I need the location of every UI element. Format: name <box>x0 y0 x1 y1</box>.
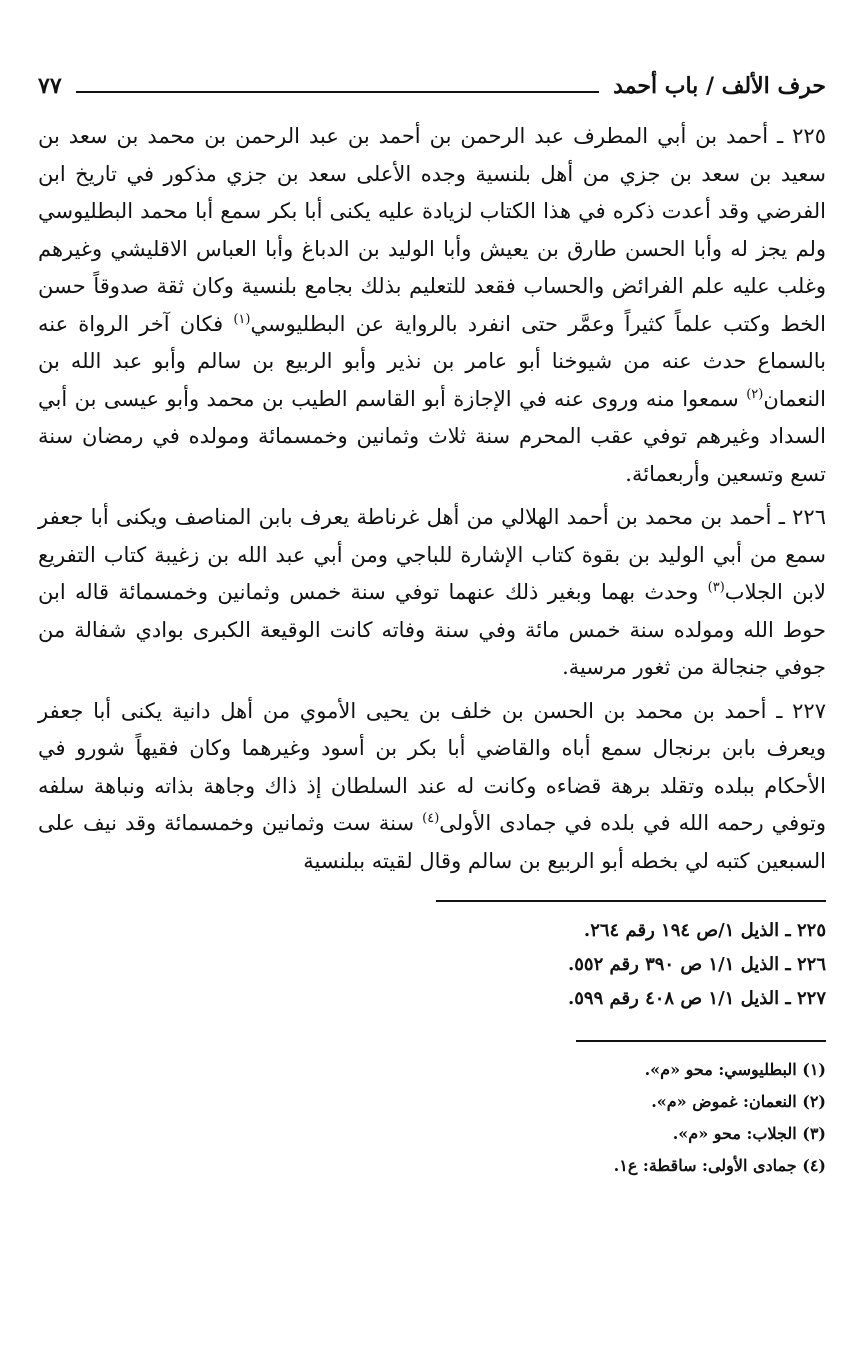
running-title: حرف الألف / باب أحمد <box>613 73 826 99</box>
footnote-ref-1: (١) <box>233 311 251 327</box>
source-item: ٢٢٧ ـ الذيل ١/١ ص ٤٠٨ رقم ٥٩٩. <box>567 988 826 1009</box>
footnotes-list <box>38 1054 826 1182</box>
entry-text: ٢٢٦ ـ أحمد بن محمد بن أحمد الهلالي من أهل غرناطة يعرف بابن المناصف ويكنى أبا جعفر سمع من أبي الوليد بن بقوة كتاب الإشارة للباجي ومن أبي عبد الله بن زغيبة كتاب التفريع لابن الجلاب <box>38 505 826 604</box>
entry-text: ٢٢٥ ـ أحمد بن أبي المطرف عبد الرحمن بن أحمد بن عبد الرحمن بن محمد بن سعد بن سعيد بن سعد بن جزي من أهل بلنسية وجده الأعلى سعد بن جزي مذكور في تاريخ ابن الفرضي وقد أعدت ذكره في هذا الكتاب لزيادة عليه يكنى أبا بكر سمع أبا محمد البطليوسي ولم يجز له وأبا الحسن طارق بن يعيش وأبا الوليد بن الدباغ وأبا العباس الاقليشي وغيرهم وغلب عليه علم الفرائض والحساب فقعد للتعليم بذلك بجامع بلنسية وكان ثقة صدوقاً حسن الخط وكتب علماً كثيراً وعمَّر حتى انفرد بالرواية عن البطليوسي <box>38 124 826 336</box>
footnote-ref-3: (٣) <box>707 580 725 595</box>
page-number: ٧٧ <box>38 73 62 99</box>
entry-text: وحدث بهما وبغير ذلك عنهما توفي سنة خمس وثمانين وخمسمائة قاله ابن حوط الله ومولده سنة خمس مائة وفي سنة وفاته كانت الوقيعة الكبرى بوادي شفالة من جوفي جنجالة من ثغور مرسية. <box>38 580 826 679</box>
source-item: ٢٢٥ ـ الذيل ١/ص ١٩٤ رقم ٢٦٤. <box>583 920 826 941</box>
footnote-item: (٤) جمادى الأولى: ساقطة: ع١. <box>613 1156 826 1175</box>
footnote-item: (٣) الجلاب: محو «م». <box>672 1124 826 1143</box>
page-header <box>38 64 826 108</box>
main-text <box>38 118 826 880</box>
footnotes-separator <box>576 1040 826 1042</box>
entry-text: سنة ست وثمانين وخمسمائة وقد نيف على السبعين كتبه لي بخطه أبو الربيع بن سالم وقال لقيته ببلنسية <box>38 811 826 873</box>
source-item: ٢٢٦ ـ الذيل ١/١ ص ٣٩٠ رقم ٥٥٢. <box>567 954 826 975</box>
sources-list <box>38 914 826 1016</box>
book-page <box>38 64 826 1182</box>
entry-226 <box>38 499 826 687</box>
entry-text: سمعوا منه وروى عنه في الإجازة أبو القاسم الطيب بن محمد وأبو عيسى بن أبي السداد وغيرهم توفي عقب المحرم سنة ثلاث وثمانين وخمسمائة ومولده في رمضان سنة تسع وتسعين وأربعمائة. <box>38 386 826 486</box>
entry-227 <box>38 693 826 881</box>
footnote-item: (٢) النعمان: غموض «م». <box>651 1092 826 1111</box>
sources-separator <box>436 900 826 902</box>
footnote-ref-4: (٤) <box>422 811 440 826</box>
footnote-item: (١) البطليوسي: محو «م». <box>644 1060 826 1079</box>
entry-text: ٢٢٧ ـ أحمد بن محمد بن الحسن بن خلف بن يحيى الأموي من أهل دانية يكنى أبا جعفر ويعرف بابن برنجال سمع أباه والقاضي أبا بكر بن أسود وغيرهما وكان فقيهاً شورو في الأحكام ببلده وتقلد برهة قضاءه وكانت له عند السلطان إذ ذاك وجاهة بذاته ونباهة سلفه وتوفي رحمه الله في بلده في جمادى الأولى <box>38 698 827 835</box>
header-rule <box>76 91 599 93</box>
entry-225 <box>38 118 826 493</box>
entry-text: فكان آخر الرواة عنه بالسماع حدث عنه من شيوخنا أبو عامر بن نذير وأبو الربيع بن سالم وأبو عبد الله بن النعمان <box>38 311 826 411</box>
footnote-ref-2: (٢) <box>746 386 764 402</box>
